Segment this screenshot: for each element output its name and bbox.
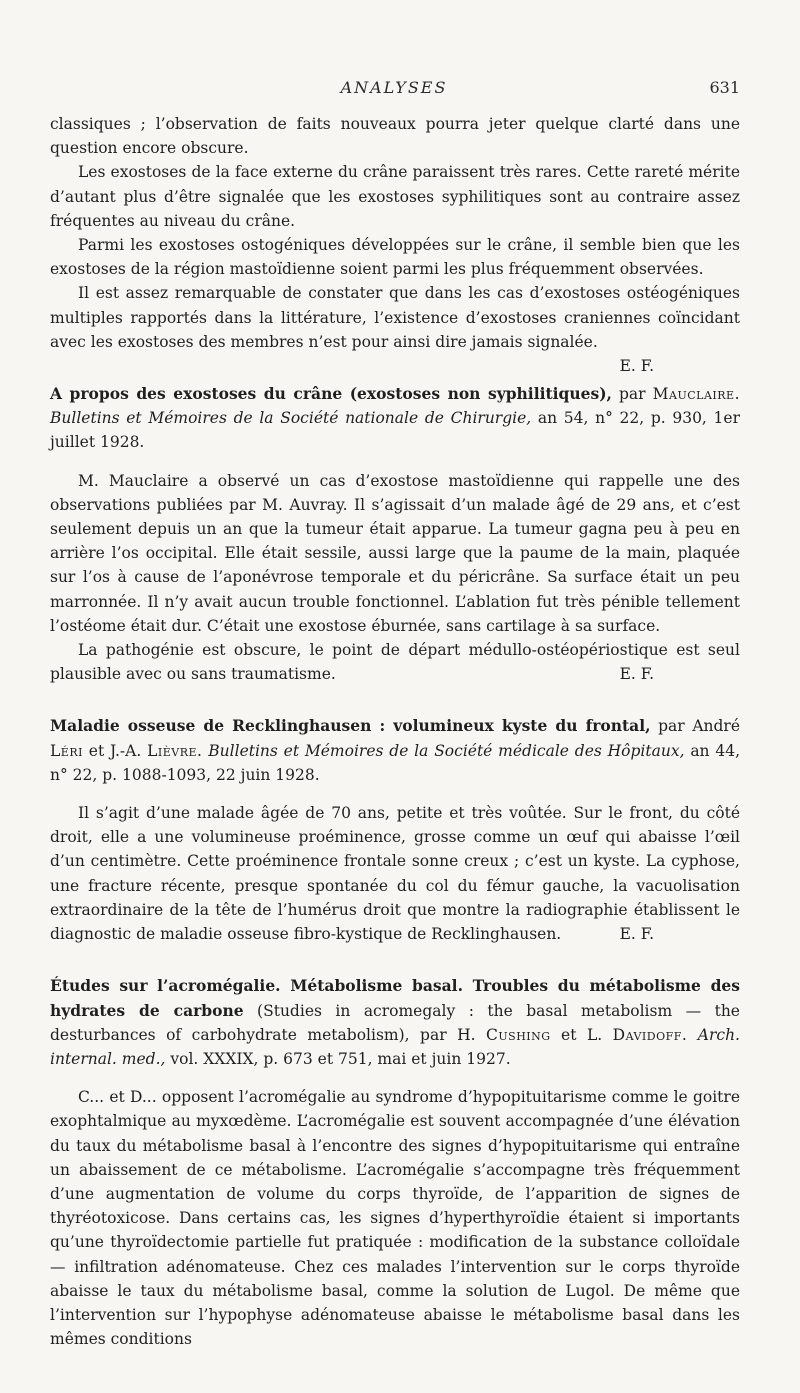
entry-1-author: Mauclaire. [652,385,740,404]
entry-1-signature: E. F. [619,665,654,684]
entry-3-author-1: Cushing [486,1025,551,1044]
entry-1-journal: Bulletins et Mémoires de la Société nationale de Chirurgie, [50,409,532,428]
review-entry-2 [50,714,740,946]
entry-2-signature: E. F. [619,925,654,944]
entry-3-translation: (Studies in acromegaly : the basal metabolism — the desturbances of carbohydrate metabolism), [50,1001,740,1044]
review-entry-3 [50,974,740,1351]
intro-paragraph-3: Parmi les exostoses ostogéniques développées sur le crâne, il semble bien que les exostoses de la région mastoïdienne soient parmi les plus fréquemment observées. [50,236,740,279]
entry-1-by: par [611,385,653,404]
intro-paragraph-1: classiques ; l’observation de faits nouveaux pourra jeter quelque clarté dans une question encore obscure. [50,115,740,158]
entry-2-journal: Bulletins et Mémoires de la Société médicale des Hôpitaux, [208,741,685,760]
entry-1-paragraph-2-text: La pathogénie est obscure, le point de départ médullo-ostéopériostique est seul plausible avec ou sans traumatisme. [50,641,740,684]
intro-paragraph-2: Les exostoses de la face externe du crâne paraissent très rares. Cette rareté mérite d’autant plus d’être signalée que les exostoses syphilitiques sont au contraire assez fréquentes au niveau du crâne. [50,163,740,230]
intro-continuation [50,112,740,376]
entry-1-heading [50,382,740,455]
entry-3-paragraph-1: C... et D... opposent l’acromégalie au syndrome d’hypopituitarisme comme le goitre exophtalmique au myxœdème. L’acromégalie est souvent accompagnée d’une élévation du taux du métabolisme basal à l’encontre des signes d’hypopituitarisme qui entraîne un abaissement de ce métabolisme. L’acromégalie s’accompagne très fréquemment d’une augmentation de volume du corps thyroïde, de l’apparition de signes de thyréotoxicose. Dans certains cas, les signes d’hyperthyroïdie étaient si importants qu’une thyroïdectomie partielle fut pratiquée : modification de la substance colloïdale — infiltration adénomateuse. Chez ces malades l’intervention sur le corps thyroïde abaisse le taux du métabolisme basal, comme la solution de Lugol. De même que l’intervention sur l’hypophyse adénomateuse abaisse le métabolisme basal dans les mêmes conditions [50,1088,740,1349]
entry-3-author-2: Davidoff. [612,1025,688,1044]
entry-3-reference: vol. XXXIX, p. 673 et 751, mai et juin 1927. [165,1049,511,1068]
entry-1-paragraph-2 [50,638,740,686]
entry-2-author-1: Léri [50,741,83,760]
page-body [50,112,740,1351]
running-title: ANALYSES [340,78,448,97]
page-header [48,78,740,102]
intro-paragraph-4-text: Il est assez remarquable de constater que dans les cas d’exostoses ostéogéniques multiples rapportés dans la littérature, l’existence d’exostoses craniennes coïncidant avec les exostoses des membres n’est pour ainsi dire jamais signalée. [50,284,740,351]
entry-2-paragraph-1 [50,801,740,946]
entry-3-heading [50,974,740,1071]
page-number: 631 [709,78,740,97]
entry-2-by: par André [650,717,740,736]
intro-paragraph-4 [50,281,740,376]
intro-signature: E. F. [619,357,654,376]
entry-1-paragraph-1: M. Mauclaire a observé un cas d’exostose mastoïdienne qui rappelle une des observations publiées par M. Auvray. Il s’agissait d’un malade âgé de 29 ans, et c’est seulement depuis un an que la tumeur était apparue. La tumeur gagna peu à peu en arrière l’os occipital. Elle était sessile, aussi large que la paume de la main, plaquée sur l’os à cause de l’aponévrose temporale et du péricrâne. Sa surface était un peu marronnée. Il n’y avait aucun trouble fonctionnel. L’ablation fut très pénible tellement l’ostéome était dur. C’était une exostose éburnée, sans cartilage à sa surface. [50,471,740,635]
entry-1-reference: an 54, n° 22, p. 930, 1er juillet 1928. [50,409,740,452]
entry-2-paragraph-1-text: Il s’agit d’une malade âgée de 70 ans, petite et très voûtée. Sur le front, du côté droit, elle a une volumineuse proéminence, grosse comme un œuf qui abaisse l’œil d’un centimètre. Cette proéminence frontale sonne creux ; c’est un kyste. La cyphose, une fracture récente, presque spontanée du col du fémur gauche, la vacuolisation extraordinaire de la tête de l’humérus droit que montre la radiographie établissent le diagnostic de maladie osseuse fibro-kystique de Recklinghausen. [50,804,740,944]
entry-3-journal: Arch. internal. med., [50,1025,740,1068]
entry-3-title: Études sur l’acromégalie. Métabolisme basal. Troubles du métabolisme des hydrates de carbone [50,976,740,1020]
entry-2-title: Maladie osseuse de Recklinghausen : volumineux kyste du frontal, [50,716,651,736]
entry-2-reference: an 44, n° 22, p. 1088-1093, 22 juin 1928. [50,741,741,784]
entry-1-title: A propos des exostoses du crâne (exostoses non syphilitiques), [50,384,612,404]
entry-3-and: et L. [550,1025,613,1044]
review-entry-1 [50,382,740,686]
entry-2-heading [50,714,740,787]
entry-2-and: et J.-A. [82,741,148,760]
entry-3-by: par H. [409,1025,487,1044]
entry-2-author-2: Lièvre. [147,741,203,760]
